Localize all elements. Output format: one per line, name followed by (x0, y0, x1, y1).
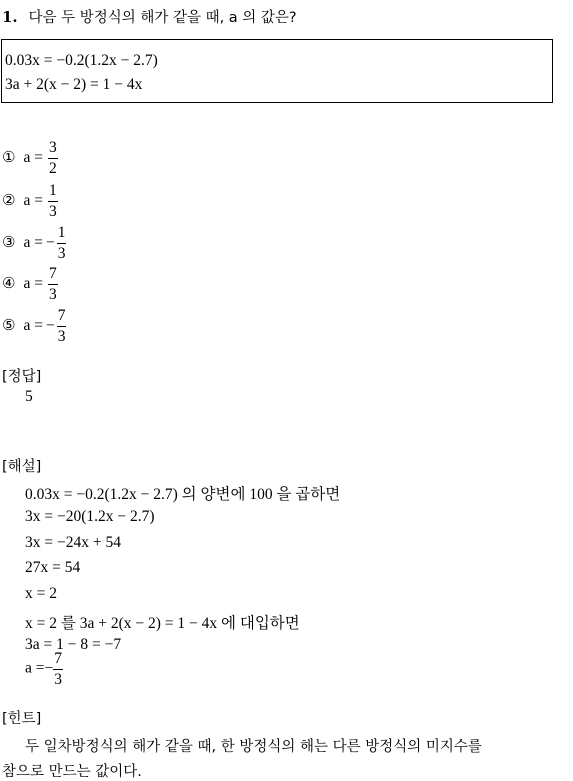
final-lhs: a = (25, 659, 45, 677)
hint-label: [힌트] (2, 711, 42, 727)
explanation-line-6: x = 2 를 3a + 2(x − 2) = 1 − 4x 에 대입하면 (25, 615, 300, 632)
question-number: 1. (2, 8, 18, 26)
hint-line-1: 두 일차방정식의 해가 같을 때, 한 방정식의 해는 다른 방정식의 미지수를 (25, 739, 482, 755)
choice-fraction (57, 308, 67, 344)
choice-numerator: 7 (48, 266, 58, 285)
question-text: 다음 두 방정식의 해가 같을 때, a 의 값은? (28, 10, 297, 26)
question-line (2, 6, 297, 27)
choice-marker: ② (2, 191, 16, 209)
choice-marker: ④ (2, 274, 16, 292)
choice-numerator: 1 (48, 183, 58, 202)
choice-marker: ① (2, 148, 16, 166)
choice-numerator: 1 (57, 225, 67, 244)
final-denominator: 3 (54, 670, 62, 688)
equation-2: 3a + 2(x − 2) = 1 − 4x (5, 76, 143, 93)
choice-sign: − (45, 317, 55, 334)
final-sign: − (44, 659, 54, 677)
choice-fraction (57, 225, 67, 261)
explanation-line-2: 3x = −20(1.2x − 2.7) (25, 508, 155, 525)
choice-lhs: a = (23, 149, 43, 166)
choice-lhs: a = (23, 275, 43, 292)
equation-1: 0.03x = −0.2(1.2x − 2.7) (5, 52, 158, 69)
choice-marker: ⑤ (2, 316, 16, 334)
choice-lhs: a = (23, 192, 43, 209)
final-fraction (53, 651, 63, 687)
choice-option-2[interactable] (2, 183, 58, 219)
choice-denominator: 3 (48, 202, 57, 220)
choice-option-3[interactable] (2, 225, 66, 261)
choice-denominator: 3 (57, 244, 66, 262)
explanation-line-3: 3x = −24x + 54 (25, 534, 121, 551)
choice-denominator: 3 (48, 285, 57, 303)
answer-value: 5 (25, 388, 33, 405)
choice-numerator: 7 (57, 308, 67, 327)
final-numerator: 7 (53, 651, 63, 670)
choice-option-5[interactable] (2, 308, 66, 344)
choice-denominator: 3 (57, 327, 66, 345)
choice-fraction (48, 266, 58, 302)
explanation-line-1: 0.03x = −0.2(1.2x − 2.7) 의 양변에 100 을 곱하면 (25, 486, 341, 503)
choice-numerator: 3 (48, 140, 58, 159)
choice-lhs: a = (23, 317, 43, 334)
explanation-line-7: 3a = 1 − 8 = −7 (25, 636, 122, 653)
explanation-label: [해설] (2, 459, 42, 475)
choice-denominator: 2 (48, 159, 57, 177)
hint-line-2: 참으로 만드는 값이다. (2, 764, 142, 780)
choice-option-4[interactable] (2, 266, 58, 302)
choice-lhs: a = (23, 234, 43, 251)
explanation-line-4: 27x = 54 (25, 559, 81, 576)
choice-fraction (48, 183, 58, 219)
choice-option-1[interactable] (2, 140, 58, 176)
choice-sign: − (45, 234, 55, 251)
explanation-line-5: x = 2 (25, 585, 57, 602)
choice-fraction (48, 140, 58, 176)
choice-marker: ③ (2, 233, 16, 251)
explanation-final (25, 651, 63, 687)
answer-label: [정답] (2, 369, 42, 385)
